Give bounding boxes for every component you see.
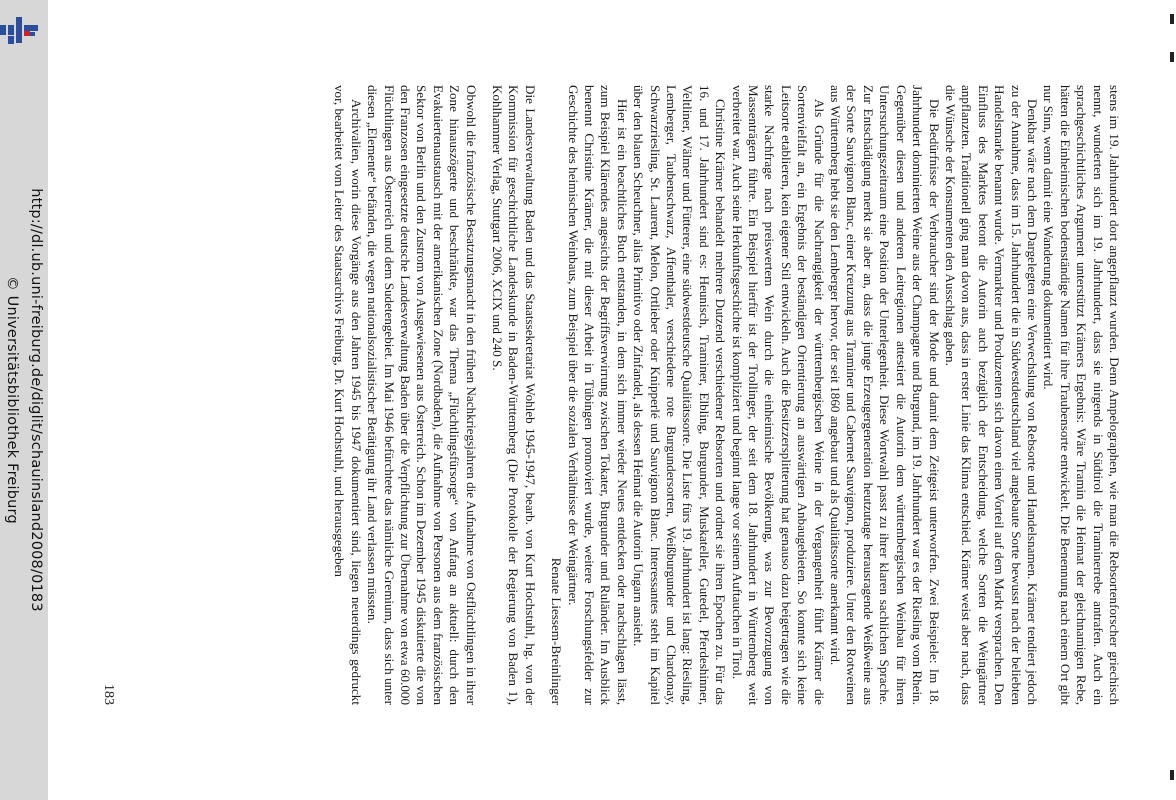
rotated-page-content xyxy=(48,0,1176,800)
edge-mark xyxy=(1170,52,1174,62)
copyright-notice: © Universitätsbibliothek Freiburg xyxy=(4,276,20,524)
page-edge xyxy=(1166,0,1176,800)
page-number: 183 xyxy=(101,684,116,705)
paragraph: Christine Krämer behandelt mehrere Dutzend verschiedener Rebsorten und ordnet sie ihren Epochen zu. Für das 16. und 17. Jahrhundert sind es: Heunisch, Traminer, Elbling, Burgunder, Muskateller, Gutedel, Pferdeshinner, Veltliner, Wälmer und Fütterer, eine südwestdeutsche Qualitätssorte. Die Liste fürs 19. Jahrhundert ist lang: Riesling, Lemberger, Taubenschwarz, Affenthaler, verschiedene rote Burgundersorten, Weißburgunder und Chardonay, Schwarzriesling, St. Laurent, Melon, Ortlieber oder Knipperlé und Sauvignon Blanc. Interessantes steht im Kapitel über den blauen Scheuchner, alias Primitivo oder Zinfandel, als dessen Heimat die Autorin Ungarn ansieht. xyxy=(631,85,729,705)
paragraph: Archivalien, worin diese Vorgänge aus den Jahren 1945 bis 1947 dokumentiert sind, liegen neuerdings gedruckt vor, bearbeitet vom Leiter des Staatsarchivs Freiburg, Dr. Kurt Hochstuhl, und herausgegeben xyxy=(332,85,364,705)
edge-mark xyxy=(1170,14,1174,24)
document-page xyxy=(48,0,1176,800)
paragraph: Obwohl die französische Besatzungsmacht in den frühen Nachkriegsjahren die Aufnahme von Ostflüchtlingen in ihrer Zone hinauszögerte und beschränkte, war das Thema „Flüchtlingsfürsorge“ von Anfang an aktuell: durch den Evakuiertenaustausch mit der amerikanischen Zone (Nordbaden), die Aufnahme von Personen aus dem französischen Sektor von Berlin und den Zustrom von Ausgewiesenen aus Österreich. Schon im Dezember 1945 diskutierte die von den Franzosen eingesetzte deutsche Landesverwaltung Baden über die Verpflichtung zur Übernahme von etwa 60.000 Flüchtlingen aus Österreich und dem Sudetengebiet. Im Mai 1946 befürchtete das nämliche Gremium, dass sich unter diesen „Elemente“ befänden, die wegen nationalsozialistischer Betätigung ihr Land verlassen müssten. xyxy=(365,85,479,705)
book-citation: Die Landesverwaltung Baden und das Staatssekretariat Wohleb 1945-1947, bearb. von Kurt Hochstuhl, hg. von der Kommission für geschichtliche Landeskunde in Baden-Württemberg (Die Protokolle der Regierung von Baden 1), Kohlhammer Verlag, Stuttgart 2006, XCIX und 240 S. xyxy=(489,85,538,705)
viewer-caption xyxy=(0,0,48,800)
page-body xyxy=(331,85,1122,705)
paragraph: Die Bedürfnisse der Verbraucher sind der Mode und damit dem Zeitgeist unterworfen. Zwei Beispiele: Im 18. Jahrhundert dominierten Weine aus der Champagne und Burgund, im 19. Jahrhundert war es der Riesling vom Rhein. Gegenüber diesen und anderen Leitregionen attestiert die Autorin dem württembergischen Weinbau für ihren Untersuchungszeitraum eine Position der Unterlegenheit. Diese Wortwahl passt zu ihrer klaren sachlichen Sprache. Zur Entschädigung merkt sie aber an, dass die junge Erzeugergeneration heutzutage herausragende Weißweine aus der Sorte Sauvignon Blanc, einer Kreuzung aus Traminer und Cabernet Sauvignon, produziere. Unter den Rotweinen aus Württemberg hebt sie den Lemberger hervor, der seit 1860 angebaut und als Qualitätssorte anerkannt wird. xyxy=(828,85,942,705)
paragraph: Denkbar wäre nach dem Dargelegten eine Verwechslung von Rebsorte und Handelsnamen. Krämer tendiert jedoch zu der Annahme, dass im 15. Jahrhundert die in Südwestdeutschland viel angebaute Sorte bewusst nach der beliebten Handelsmarke benannt wurde. Vermarkter und Produzenten sich davon einen Vorteil auf dem Markt versprachen. Den Einfluss des Marktes betont die Autorin auch bezüglich der Entscheidung, welche Sorten die Weingärtner anpflanzten. Traditionell ging man davon aus, dass in erster Linie das Klima entschied. Krämer weist aber nach, dass die Wünsche der Konsumenten den Ausschlag gaben. xyxy=(942,85,1040,705)
paragraph: stens im 19. Jahrhundert dort angepflanzt wurden. Denn Ampelographen, wie man die Rebsortenforscher griechisch nennt, wunderten sich im 19. Jahrhundert, dass sie nirgends in Südtirol die Traminerrebe antrafen. Auch ein sprachgeschichtliches Argument unterstützt Krämers Ergebnis: Wäre Tramin die Heimat der gleichnamigen Rebe, hätten die Einheimischen bodenständige Namen für ihre Traubensorte entwickelt. Die Benennung nach einem Ort gibt nur Sinn, wenn damit eine Wanderung dokumentiert wird. xyxy=(1041,85,1122,705)
paragraph: Hier ist ein beachtliches Buch entstanden, in dem sich immer wieder Neues entdecken oder nachschlagen lässt, zum Beispiel Klärendes angesichts der Begriffsverwirrung zwischen Tokater, Burgunder und Ruländer. Im Ausblick benennt Christine Krämer, die mit dieser Arbeit in Tübingen promoviert wurde, weitere Forschungsfelder zur Geschichte des heimischen Weinbaus, zum Beispiel über die sozialen Verhältnisse der Weingärtner. xyxy=(565,85,630,705)
source-url[interactable]: http://dl.ub.uni-freiburg.de/diglit/schauinsland2008/0183 xyxy=(28,188,44,612)
author-signature: Renate Liessem-Breinlinger xyxy=(549,557,565,705)
edge-mark xyxy=(1170,770,1174,780)
paragraph: Als Gründe für die Nachrangigkeit der württembergischen Weine in der Vergangenheit führt Krämer die Sortenvielfalt an, ein Ergebnis der beständigen Orientierung an auswärtigen Anbaugebieten. So konnte sich keine Leitsorte etablieren, kein eigener Stil entwickeln. Auch die Besitzzersplitterung hat genauso dazu beigetragen wie die starke Nachfrage nach preiswertem Wein durch die einheimische Bevölkerung, was zur Bevorzugung von Massenträgern führte. Ein Beispiel hierfür ist der Trollinger, der seit dem 18. Jahrhundert in Württemberg weit verbreitet war. Auch seine Herkunftsgeschichte ist kompliziert und beginnt lange vor seinem Auftauchen in Tirol. xyxy=(729,85,827,705)
